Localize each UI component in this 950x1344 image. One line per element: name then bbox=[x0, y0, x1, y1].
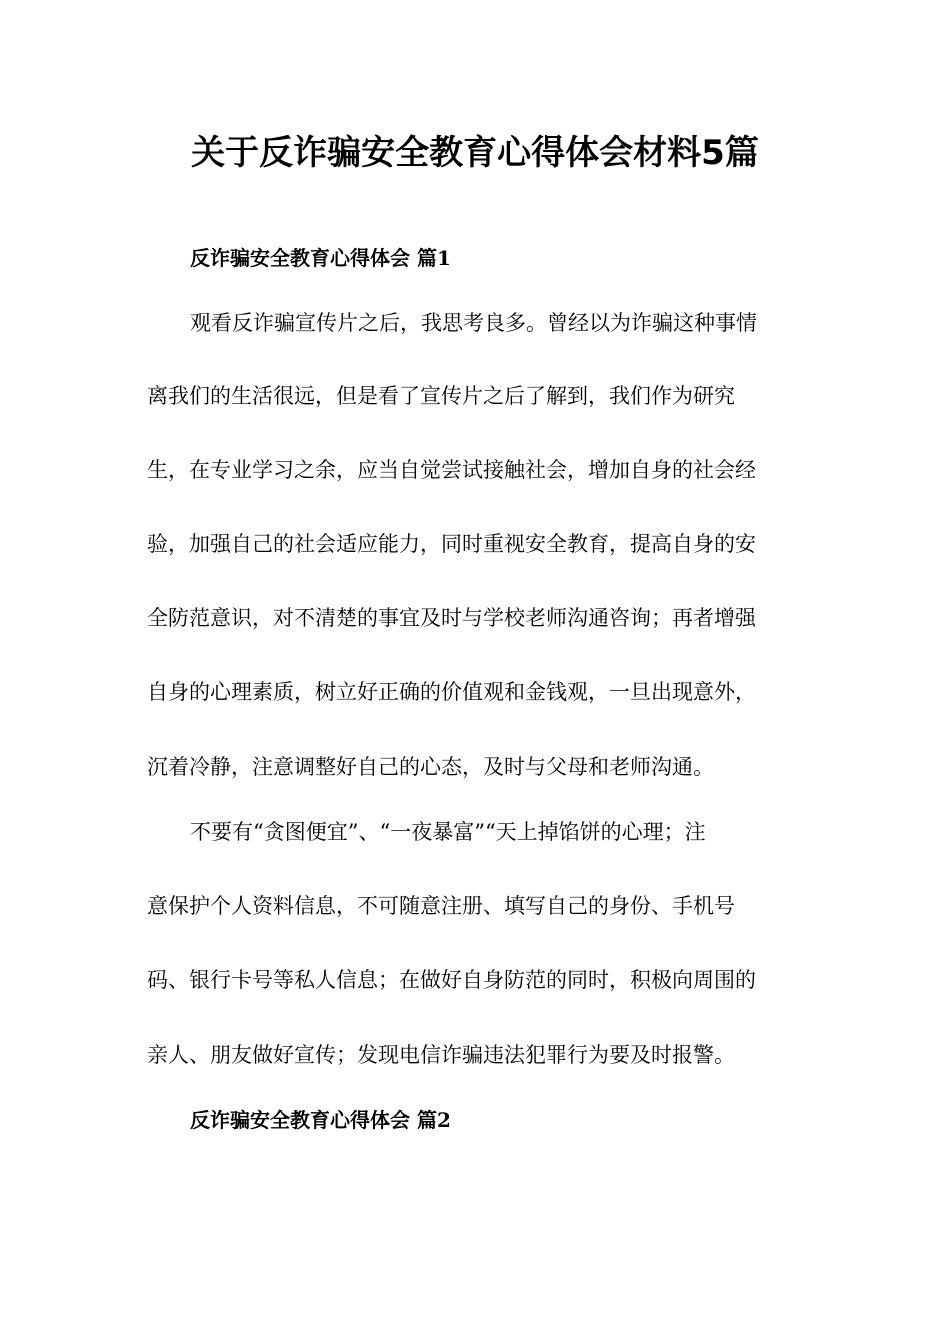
paragraph-line: 生，在专业学习之余，应当自觉尝试接触社会，增加自身的社会经 bbox=[147, 458, 756, 482]
section-heading-1: 反诈骗安全教育心得体会 篇1 bbox=[190, 246, 451, 270]
paragraph-line: 沉着冷静，注意调整好自己的心态，及时与父母和老师沟通。 bbox=[147, 755, 714, 779]
paragraph-line: 验，加强自己的社会适应能力，同时重视安全教育，提高自身的安 bbox=[147, 532, 756, 556]
paragraph-line: 自身的心理素质，树立好正确的价值观和金钱观，一旦出现意外， bbox=[147, 680, 756, 704]
paragraph-line: 码、银行卡号等私人信息；在做好自身防范的同时，积极向周围的 bbox=[147, 968, 756, 992]
paragraph-line: 不要有“贪图便宜”、“一夜暴富”“天上掉馅饼的心理；注 bbox=[190, 820, 706, 844]
paragraph-line: 离我们的生活很远，但是看了宣传片之后了解到，我们作为研究 bbox=[147, 384, 735, 408]
paragraph-line: 意保护个人资料信息，不可随意注册、填写自己的身份、手机号 bbox=[147, 894, 735, 918]
paragraph-line: 全防范意识，对不清楚的事宜及时与学校老师沟通咨询；再者增强 bbox=[147, 606, 756, 630]
paragraph-line: 亲人、朋友做好宣传；发现电信诈骗违法犯罪行为要及时报警。 bbox=[147, 1043, 735, 1067]
section-heading-2: 反诈骗安全教育心得体会 篇2 bbox=[190, 1108, 451, 1132]
paragraph-line: 观看反诈骗宣传片之后，我思考良多。曾经以为诈骗这种事情 bbox=[190, 311, 757, 335]
document-title: 关于反诈骗安全教育心得体会材料5篇 bbox=[191, 133, 759, 173]
